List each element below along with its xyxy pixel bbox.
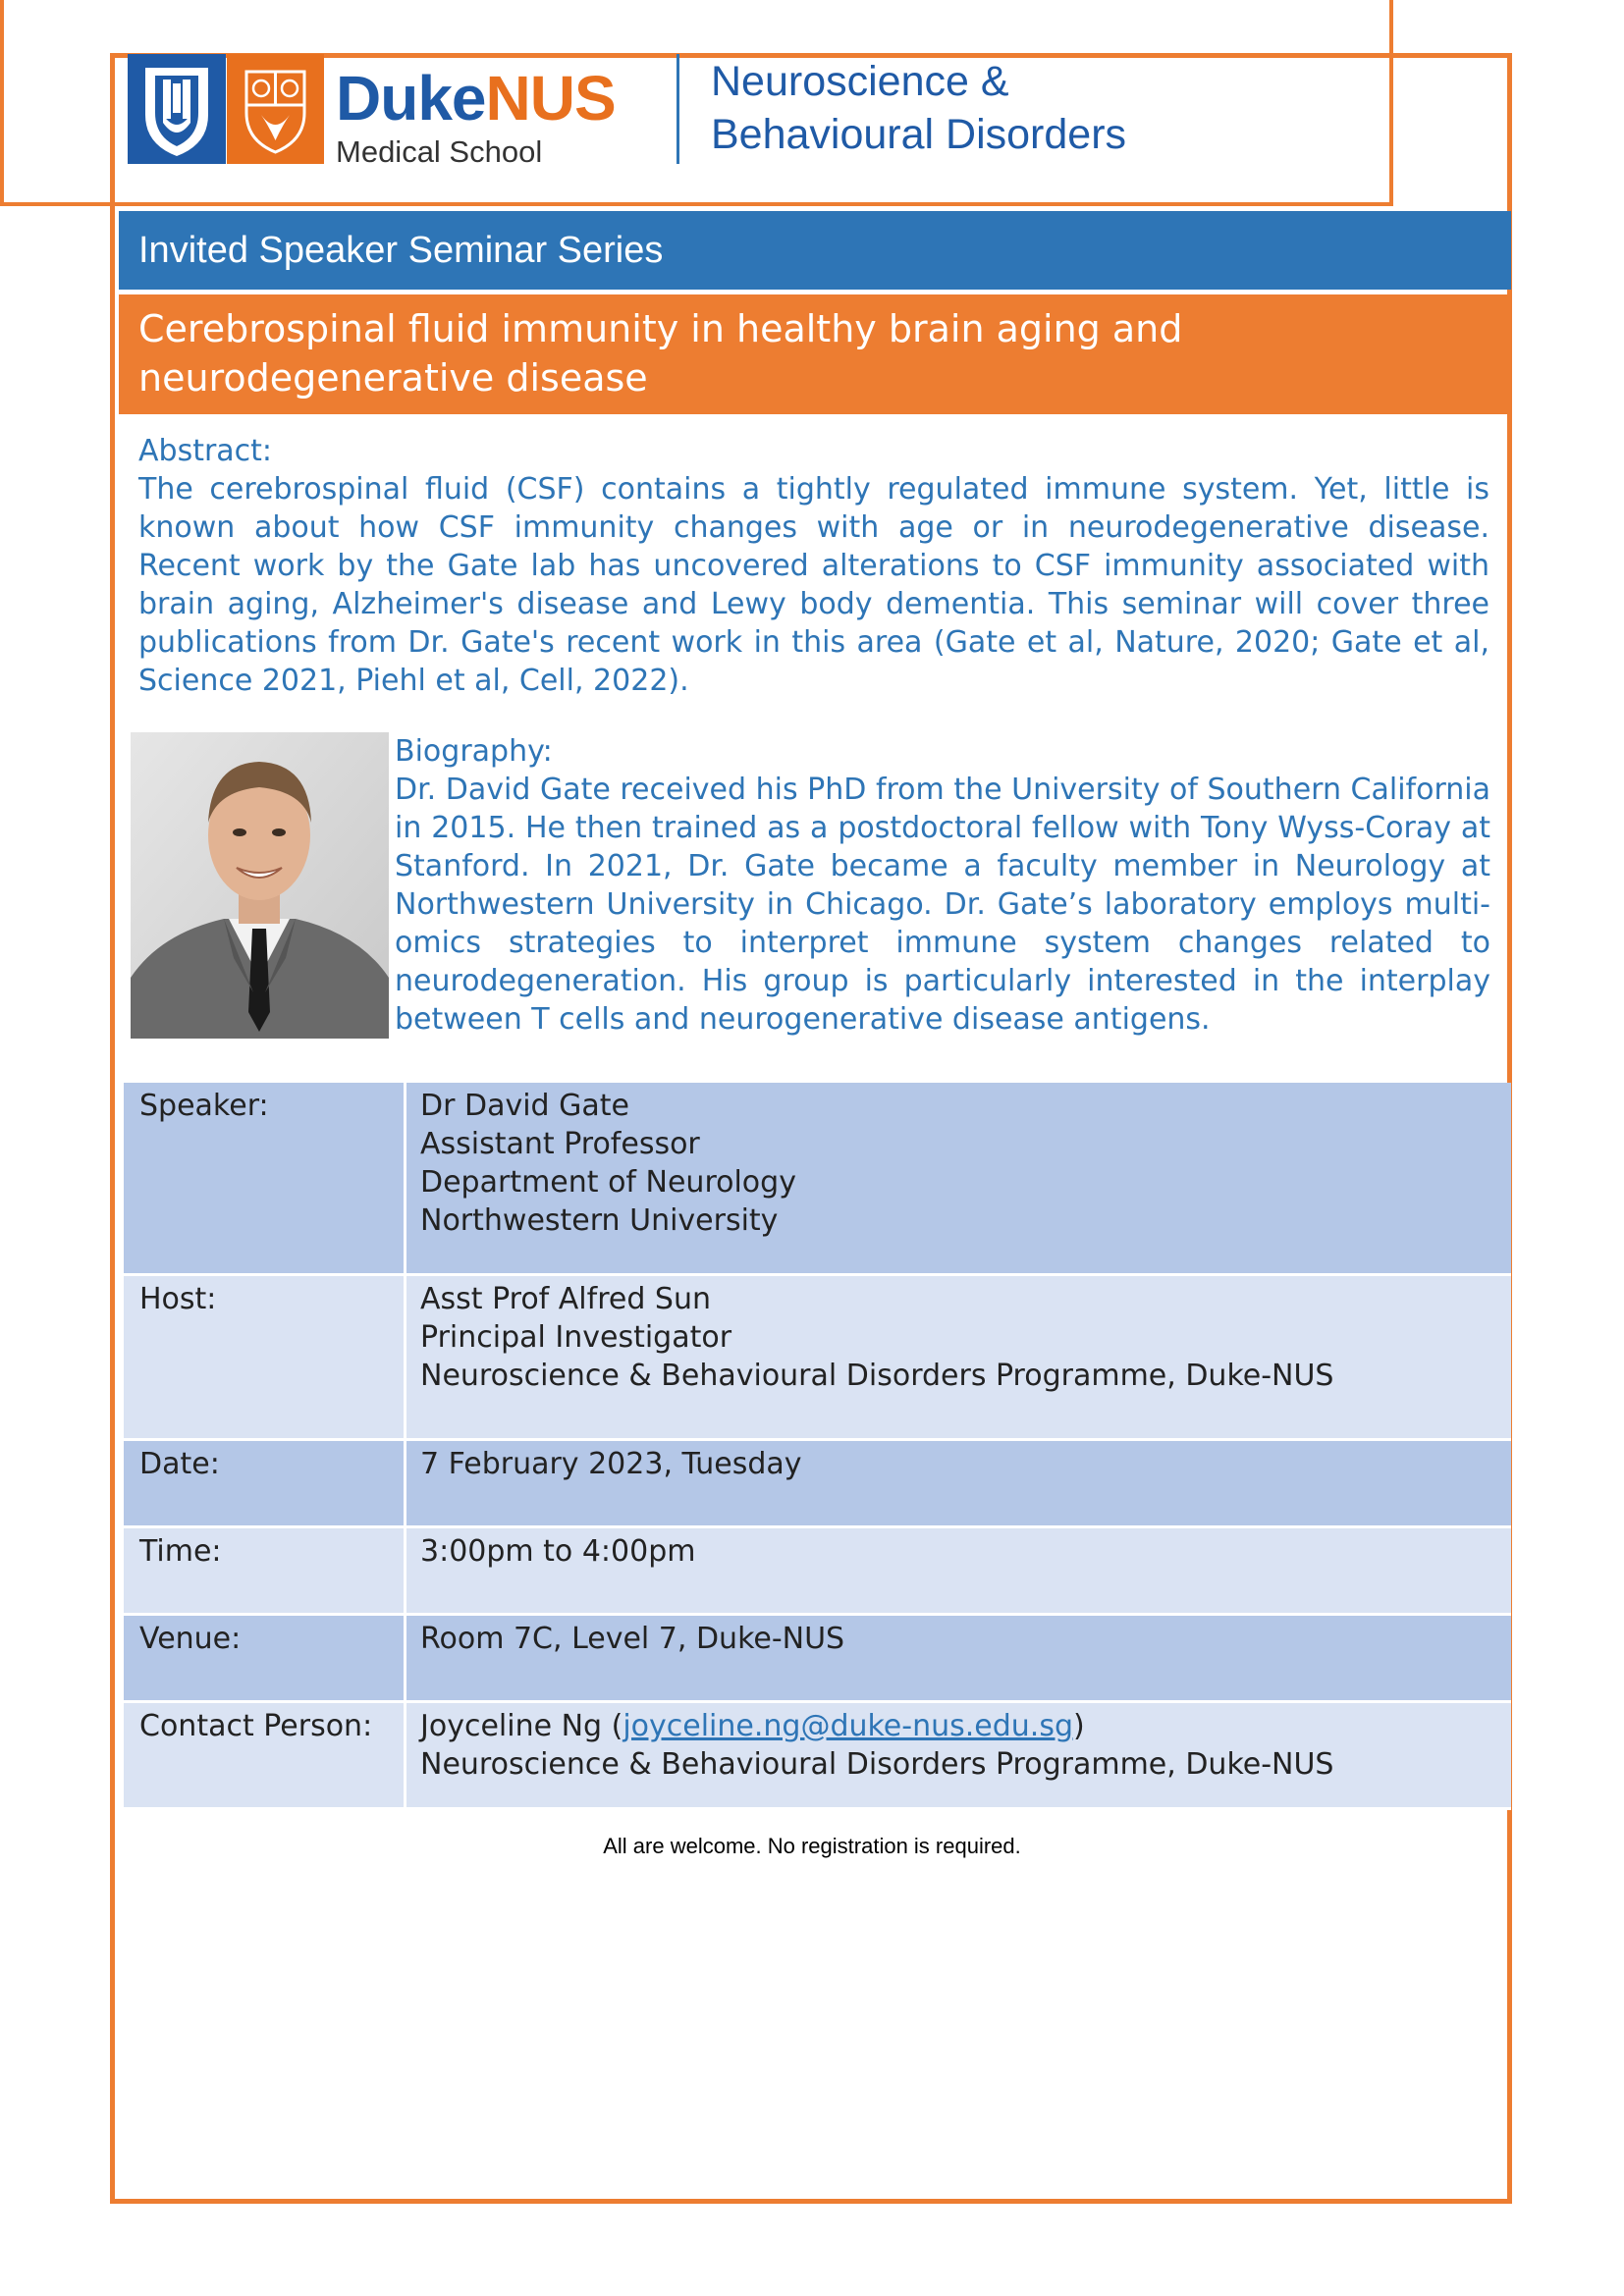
host-programme: Neuroscience & Behavioural Disorders Programme, Duke-NUS: [420, 1359, 1334, 1393]
speaker-name: Dr David Gate: [420, 1089, 629, 1123]
brand-nus: NUS: [485, 63, 616, 133]
series-title: Invited Speaker Seminar Series: [119, 211, 1511, 290]
biography-section: [395, 732, 1490, 1039]
venue-row: [124, 1616, 1511, 1703]
venue-value: Room 7C, Level 7, Duke-NUS: [420, 1622, 845, 1656]
abstract-text: The cerebrospinal fluid (CSF) contains a tightly regulated immune system. Yet, little is known about how CSF immunity changes with age or in neurodegenerative disease. Recent work by the Gate lab has uncovered alterations to CSF immunity associated with brain aging, Alzheimer's disease and Lewy body dementia. This seminar will cover three publications from Dr. Gate's recent work in this area (Gate et al, Nature, 2020; Gate et al, Science 2021, Piehl et al, Cell, 2022).: [138, 472, 1489, 698]
speaker-value: [406, 1083, 1511, 1273]
speaker-title: Assistant Professor: [420, 1127, 700, 1161]
duke-shield-logo: [128, 54, 226, 164]
host-label: Host:: [124, 1276, 406, 1438]
time-row: [124, 1528, 1511, 1616]
venue-label: Venue:: [124, 1616, 406, 1700]
seminar-title: Cerebrospinal fluid immunity in healthy brain aging and neurodegenerative disease: [119, 294, 1511, 414]
speaker-label: Speaker:: [124, 1083, 406, 1273]
speaker-row: [124, 1083, 1511, 1276]
biography-text: Dr. David Gate received his PhD from the University of Southern California in 2015. He then trained as a postdoctoral fellow with Tony Wyss-Coray at Stanford. In 2021, Dr. Gate became a faculty member in Neurology at Northwestern University in Chicago. Dr. Gate’s laboratory employs multi-omics strategies to interpret immune system changes related to neurodegeneration. His group is particularly interested in the interplay between T cells and neurogenerative disease antigens.: [395, 773, 1490, 1037]
speaker-photo: [131, 732, 389, 1039]
host-row: [124, 1276, 1511, 1441]
speaker-institution: Northwestern University: [420, 1203, 779, 1238]
brand-subtitle: Medical School: [336, 134, 543, 169]
brand-duke: Duke: [336, 63, 486, 133]
seminar-details-table: [124, 1083, 1511, 1810]
biography-heading: Biography:: [395, 734, 553, 769]
date-value: 7 February 2023, Tuesday: [420, 1447, 802, 1481]
department-name-line2: Behavioural Disorders: [711, 111, 1127, 158]
contact-label: Contact Person:: [124, 1703, 406, 1807]
contact-value: [406, 1703, 1511, 1807]
abstract-section: [138, 432, 1489, 700]
contact-programme: Neuroscience & Behavioural Disorders Programme, Duke-NUS: [420, 1747, 1334, 1782]
department-name-line1: Neuroscience &: [711, 58, 1009, 105]
date-row: [124, 1441, 1511, 1528]
time-label: Time:: [124, 1528, 406, 1613]
contact-close-paren: ): [1073, 1709, 1085, 1743]
brand-wordmark: [336, 63, 616, 133]
time-value: 3:00pm to 4:00pm: [420, 1534, 696, 1569]
date-label: Date:: [124, 1441, 406, 1525]
host-value: [406, 1276, 1511, 1438]
contact-row: [124, 1703, 1511, 1810]
host-name: Asst Prof Alfred Sun: [420, 1282, 711, 1316]
footer-note: All are welcome. No registration is required.: [603, 1834, 1021, 1858]
abstract-heading: Abstract:: [138, 434, 273, 468]
nus-crest-logo: [227, 54, 324, 164]
contact-name: Joyceline Ng (: [420, 1709, 623, 1743]
speaker-department: Department of Neurology: [420, 1165, 796, 1200]
logo-divider: [677, 54, 679, 164]
host-title: Principal Investigator: [420, 1320, 732, 1355]
contact-line: [420, 1707, 1511, 1745]
contact-email-link[interactable]: joyceline.ng@duke-nus.edu.sg: [623, 1709, 1073, 1743]
